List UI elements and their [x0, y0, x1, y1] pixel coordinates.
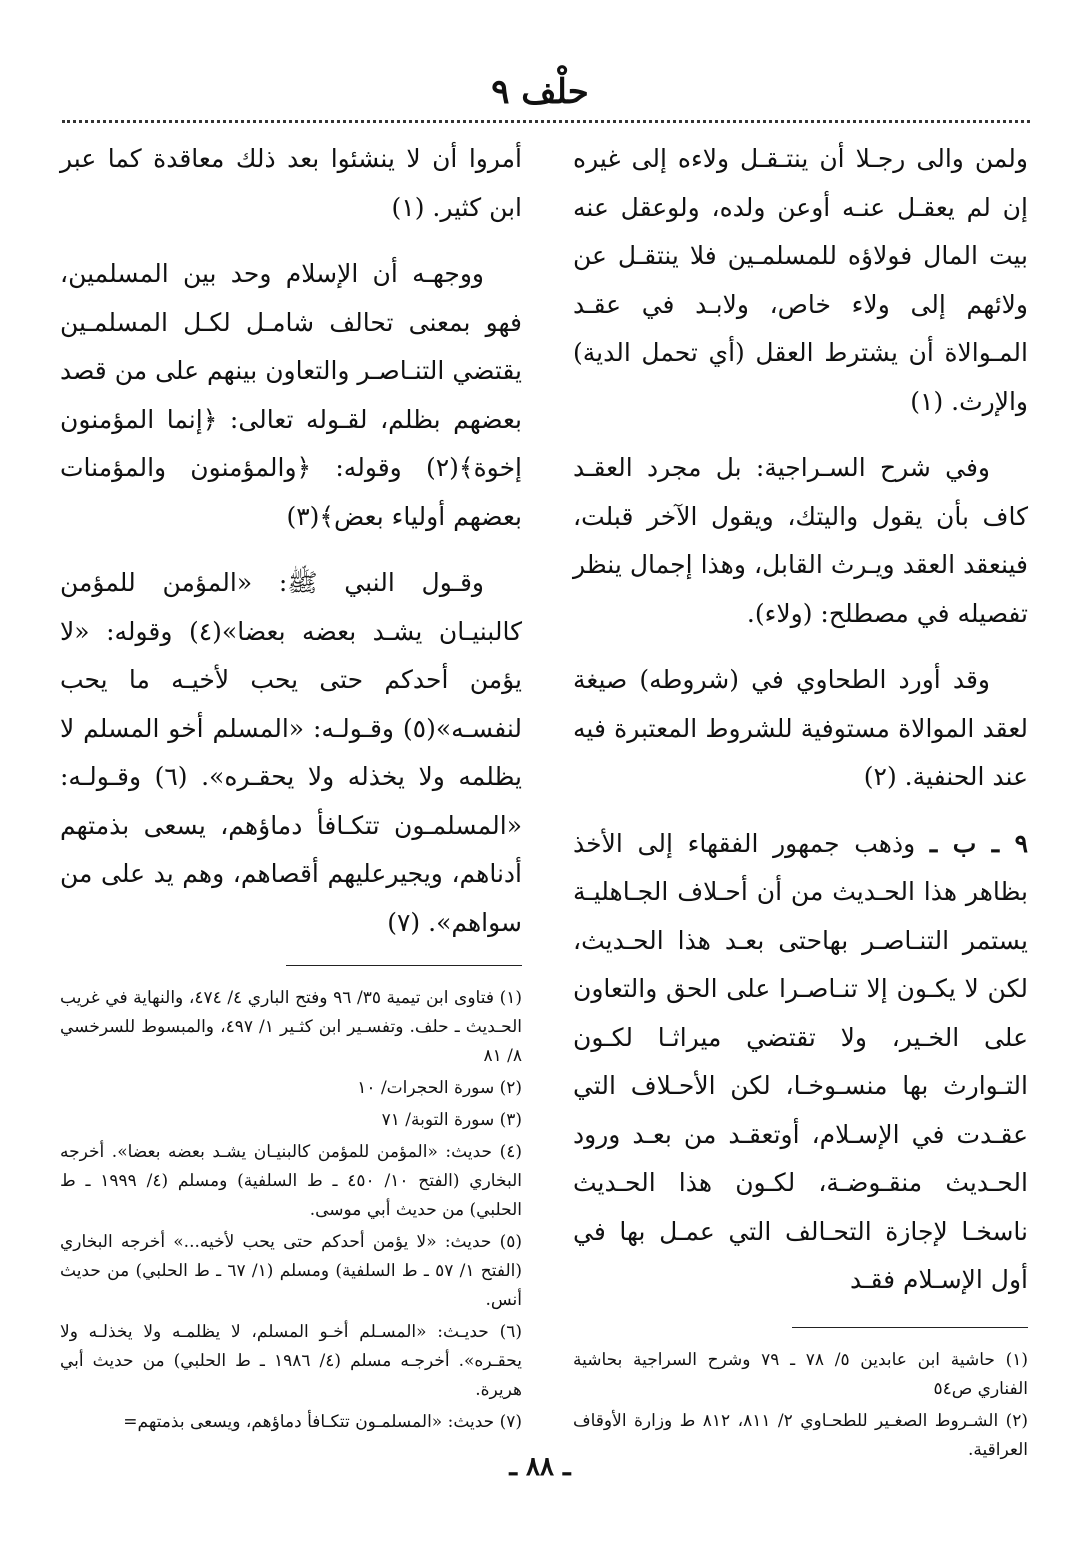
- paragraph: وقد أورد الطحاوي في (شروطه) صيغة لعقد الموالاة مستوفية للشروط المعتبرة فيه عند الحنفية. (٢): [573, 665, 1028, 791]
- page-title: حلْف ٩: [491, 72, 589, 112]
- paragraph: أمروا أن لا ينشئوا بعد ذلك معاقدة كما عبر ابن كثير. (١): [60, 144, 522, 222]
- footnote: (١) فتاوى ابن تيمية ٣٥/ ٩٦ وفتح الباري ٤/ ٤٧٤، والنهاية في غريب الحـديث ـ حلف. وتفسـير ابن كثـير ١/ ٤٩٧، والمبسوط للسرخسي ٨/ ٨١: [60, 988, 522, 1066]
- footnote-divider: [792, 1327, 1028, 1328]
- right-column: [573, 135, 1028, 1460]
- footnote: (١) حاشية ابن عابدين ٥/ ٧٨ ـ ٧٩ وشرح السراجية بحاشية الفناري ص٥٤: [573, 1349, 1028, 1399]
- footnote: (٥) حديث: «لا يؤمن أحدكم حتى يحب لأخيه...» أخرجه البخاري (الفتح ١/ ٥٧ ـ ط السلفية) ومسلم (١/ ٦٧ ـ ط الحلبي) من حديث أنس.: [60, 1232, 522, 1310]
- footnote-divider: [286, 965, 522, 966]
- page-number: ـ ٨٨ ـ: [509, 1452, 571, 1482]
- footnote: (٦) حديـث: «المسـلم أخـو المسلم، لا يظلمـه ولا يخذلـه ولا يحقـره». أخرجـه مسلم (٤/ ١٩٨٦ ـ ط الحلبي) من حديث أبي هريرة.: [60, 1322, 522, 1400]
- footnote: (٧) حديث: «المسلمـون تتكـافأ دماؤهم، ويسعى بذمتهم=: [123, 1412, 522, 1432]
- section-paragraph-9b: ٩ ـ ب ـ وذهب جمهور الفقهاء إلى الأخذ بظاهر هذا الحـديث من أن أحـلاف الجـاهليـة يستمر التنـاصـر بهاحتى بعـد هذا الحـديث، لكن لا يكـون إلا تنـاصـرا على الحق والتعاون على الخـير، ولا تقتضي ميراثـا لكـون التـوارث بها منسـوخـا، لكن الأحـلاف التي عقـدت في الإسـلام، أوتعقـد من بعـد ورود الحـديث منقـوضـة، لكـون هذا الحـديث ناسخـا لإجازة التحـالف التي عمـل بها في أول الإسـلام فقـد: [573, 828, 1028, 1294]
- footnote: (٤) حديث: «المؤمن للمؤمن كالبنيـان يشـد بعضه بعضا». أخرجه البخاري (الفتح ١٠/ ٤٥٠ ـ ط السلفية) ومسلم (٤/ ١٩٩٩ ـ ط الحلبي) من حديث أبي موسى.: [60, 1142, 522, 1220]
- footnote: (٣) سورة التوبة/ ٧١: [381, 1110, 522, 1130]
- paragraph: ولمن والى رجـلا أن ينتـقـل ولاءه إلى غيره إن لم يعقـل عنـه أوعن ولده، ولوعقل عنه بيت المال فولاؤه للمسلمـين فلا ينتقـل عن ولائهم إلى ولاء خاص، ولابـد في عقـد المـوالاة أن يشترط العقل (أي تحمل الدية) والإرث. (١): [573, 144, 1028, 416]
- footnote: (٢) سورة الحجرات/ ١٠: [357, 1078, 522, 1098]
- paragraph: وقـول النبي ﷺ: «المؤمن للمؤمن كالبنيـان يشـد بعضه بعضا»(٤) وقوله: «لا يؤمن أحدكم حتى يحب لأخيـه ما يحب لنفسـه»(٥) وقـولـه: «المسلم أخو المسلم لا يظلمه ولا يخذله ولا يحقـره». (٦) وقـولـه: «المسلمـون تتكـافأ دماؤهم، يسعى بذمتهم أدناهم، ويجيرعليهم أقصاهم، وهم يد على من سواهم». (٧): [60, 568, 523, 937]
- left-column: [60, 135, 522, 1435]
- footnote: (٢) الشـروط الصغـير للطحـاوي ٢/ ٨١١، ٨١٢ ط وزارة الأوقاف العراقية.: [573, 1410, 1028, 1460]
- paragraph: ووجهـه أن الإسلام وحد بين المسلمين، فهو بمعنى تحالف شامـل لكـل المسلمـين يقتضي التنـاصـر والتعاون بينهم على من قصد بعضهم بظلم، لقـوله تعالى: ﴿إنما المؤمنون إخوة﴾(٢) وقوله: ﴿والمؤمنون والمؤمنات بعضهم أولياء بعض﴾(٣): [60, 259, 522, 531]
- section-number: ٩ ـ ب ـ: [929, 828, 1028, 858]
- footnote-list: [60, 984, 522, 1437]
- paragraph: وفي شرح السـراجية: بل مجرد العقـد كاف بأن يقول واليتك، ويقول الآخر قبلت، فينعقد العقد ويـرث القابل، وهذا إجمال ينظر تفصيله في مصطلح: (ولاء).: [573, 453, 1028, 628]
- footnote-list: [573, 1346, 1028, 1465]
- header-dotted-rule: [62, 120, 1030, 123]
